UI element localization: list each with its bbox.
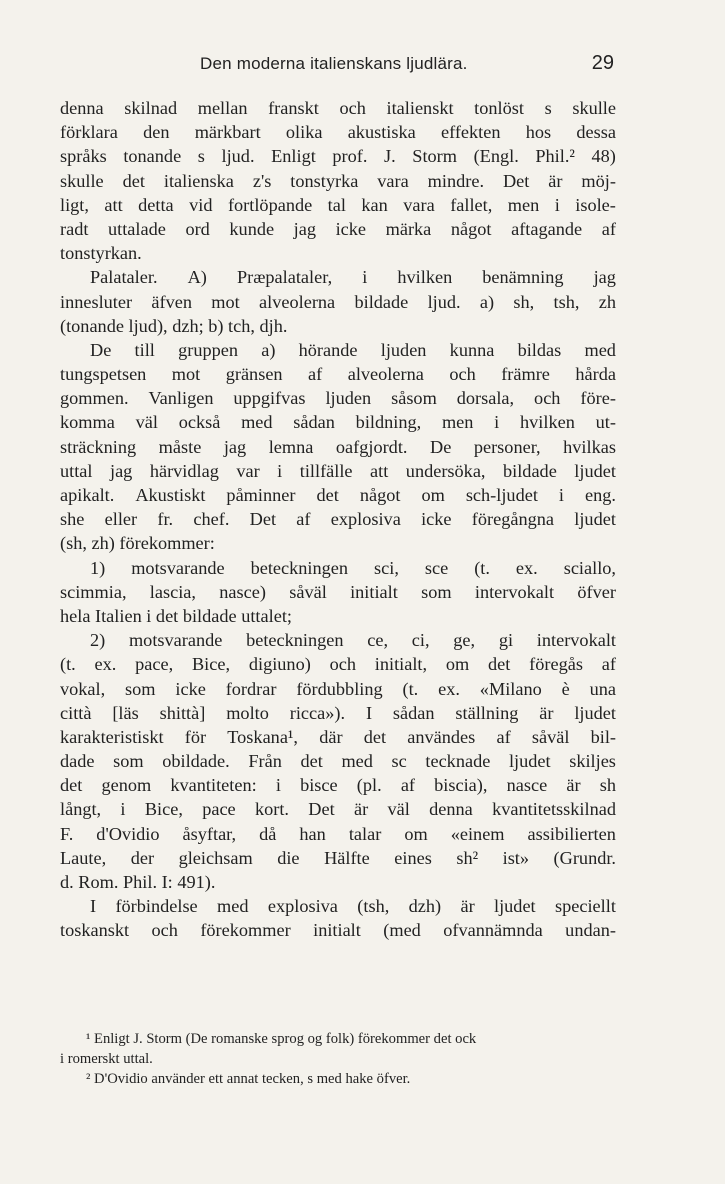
text-line: tonstyrkan. xyxy=(60,243,142,264)
text-line: De till gruppen a) hörande ljuden kunna bildas med xyxy=(90,339,616,360)
text-line: denna skilnad mellan franskt och italienskt tonlöst s skulle xyxy=(60,98,616,118)
text-line: språks tonande s ljud. Enligt prof. J. Storm (Engl. Phil.² 48) xyxy=(60,146,616,167)
text-line: vokal, som icke fordrar fördubbling (t. ex. «Milano è una xyxy=(60,678,616,699)
text-line: città [läs shittà] molto ricca»). I sådan ställning är ljudet xyxy=(60,702,616,723)
text-line: (sh, zh) förekommer: xyxy=(60,533,215,554)
text-line: 1) motsvarande beteckningen sci, sce (t. ex. sciallo, xyxy=(90,557,616,578)
text-line: (tonande ljud), dzh; b) tch, djh. xyxy=(60,315,288,336)
text-line: apikalt. Akustiskt påminner det något om sch-ljudet i eng. xyxy=(60,485,616,505)
running-title: Den moderna italienskans ljudlära. xyxy=(200,54,468,73)
footnotes xyxy=(60,1029,616,1089)
page-number: 29 xyxy=(591,52,614,74)
body-text xyxy=(60,96,616,943)
text-line: F. d'Ovidio åsyftar, då han talar om «einem assibilierten xyxy=(60,823,616,844)
text-line: innesluter äfven mot alveolerna bildade ljud. a) sh, tsh, zh xyxy=(60,291,616,312)
text-line: skulle det italienska z's tonstyrka vara mindre. Det är möj- xyxy=(60,170,616,191)
text-line: toskanskt och förekommer initialt (med ofvannämnda undan- xyxy=(60,920,616,941)
text-line: 2) motsvarande beteckningen ce, ci, ge, gi intervokalt xyxy=(90,630,616,651)
text-line: hela Italien i det bildade uttalet; xyxy=(60,605,292,626)
text-line: I förbindelse med explosiva (tsh, dzh) är ljudet speciellt xyxy=(90,896,616,917)
text-line: Palataler. A) Præpalataler, i hvilken benämning jag xyxy=(90,267,616,288)
text-line: ligt, att detta vid fortlöpande tal kan vara fallet, men i isole- xyxy=(60,194,616,215)
text-line: långt, i Bice, pace kort. Det är väl denna kvantitetsskilnad xyxy=(60,799,616,820)
text-line: dade som obildade. Från det med sc tecknade ljudet skiljes xyxy=(60,751,616,772)
footnote-line: ² D'Ovidio använder ett annat tecken, s med hake öfver. xyxy=(86,1071,411,1087)
text-line: tungspetsen mot gränsen af alveolerna och främre hårda xyxy=(60,364,616,385)
text-line: scimmia, lascia, nasce) såväl initialt som intervokalt öfver xyxy=(60,581,616,602)
text-line: (t. ex. pace, Bice, digiuno) och initialt, om det föregås af xyxy=(60,654,616,675)
text-line: komma väl också med sådan bildning, men i hvilken ut- xyxy=(60,412,616,433)
text-line: uttal jag härvidlag var i tillfälle att undersöka, bildade ljudet xyxy=(60,460,616,481)
text-line: Laute, der gleichsam die Hälfte eines sh² ist» (Grundr. xyxy=(60,847,616,868)
footnote-line: ¹ Enligt J. Storm (De romanske sprog og folk) förekommer det ock xyxy=(86,1031,477,1047)
footnote-line: i romerskt uttal. xyxy=(60,1051,153,1067)
text-line: she eller fr. chef. Det af explosiva icke föregångna ljudet xyxy=(60,509,616,530)
text-line: radt uttalade ord kunde jag icke märka något aftagande af xyxy=(60,218,616,239)
text-line: förklara den märkbart olika akustiska effekten hos dessa xyxy=(60,122,616,143)
text-line: karakteristiskt för Toskana¹, där det användes af såväl bil- xyxy=(60,726,616,747)
text-line: det genom kvantiteten: i bisce (pl. af biscia), nasce är sh xyxy=(60,775,616,796)
text-line: d. Rom. Phil. I: 491). xyxy=(60,872,216,892)
text-line: sträckning måste jag lemna oafgjordt. De personer, hvilkas xyxy=(60,436,616,457)
text-line: gommen. Vanligen uppgifvas ljuden såsom dorsala, och före- xyxy=(60,388,616,409)
